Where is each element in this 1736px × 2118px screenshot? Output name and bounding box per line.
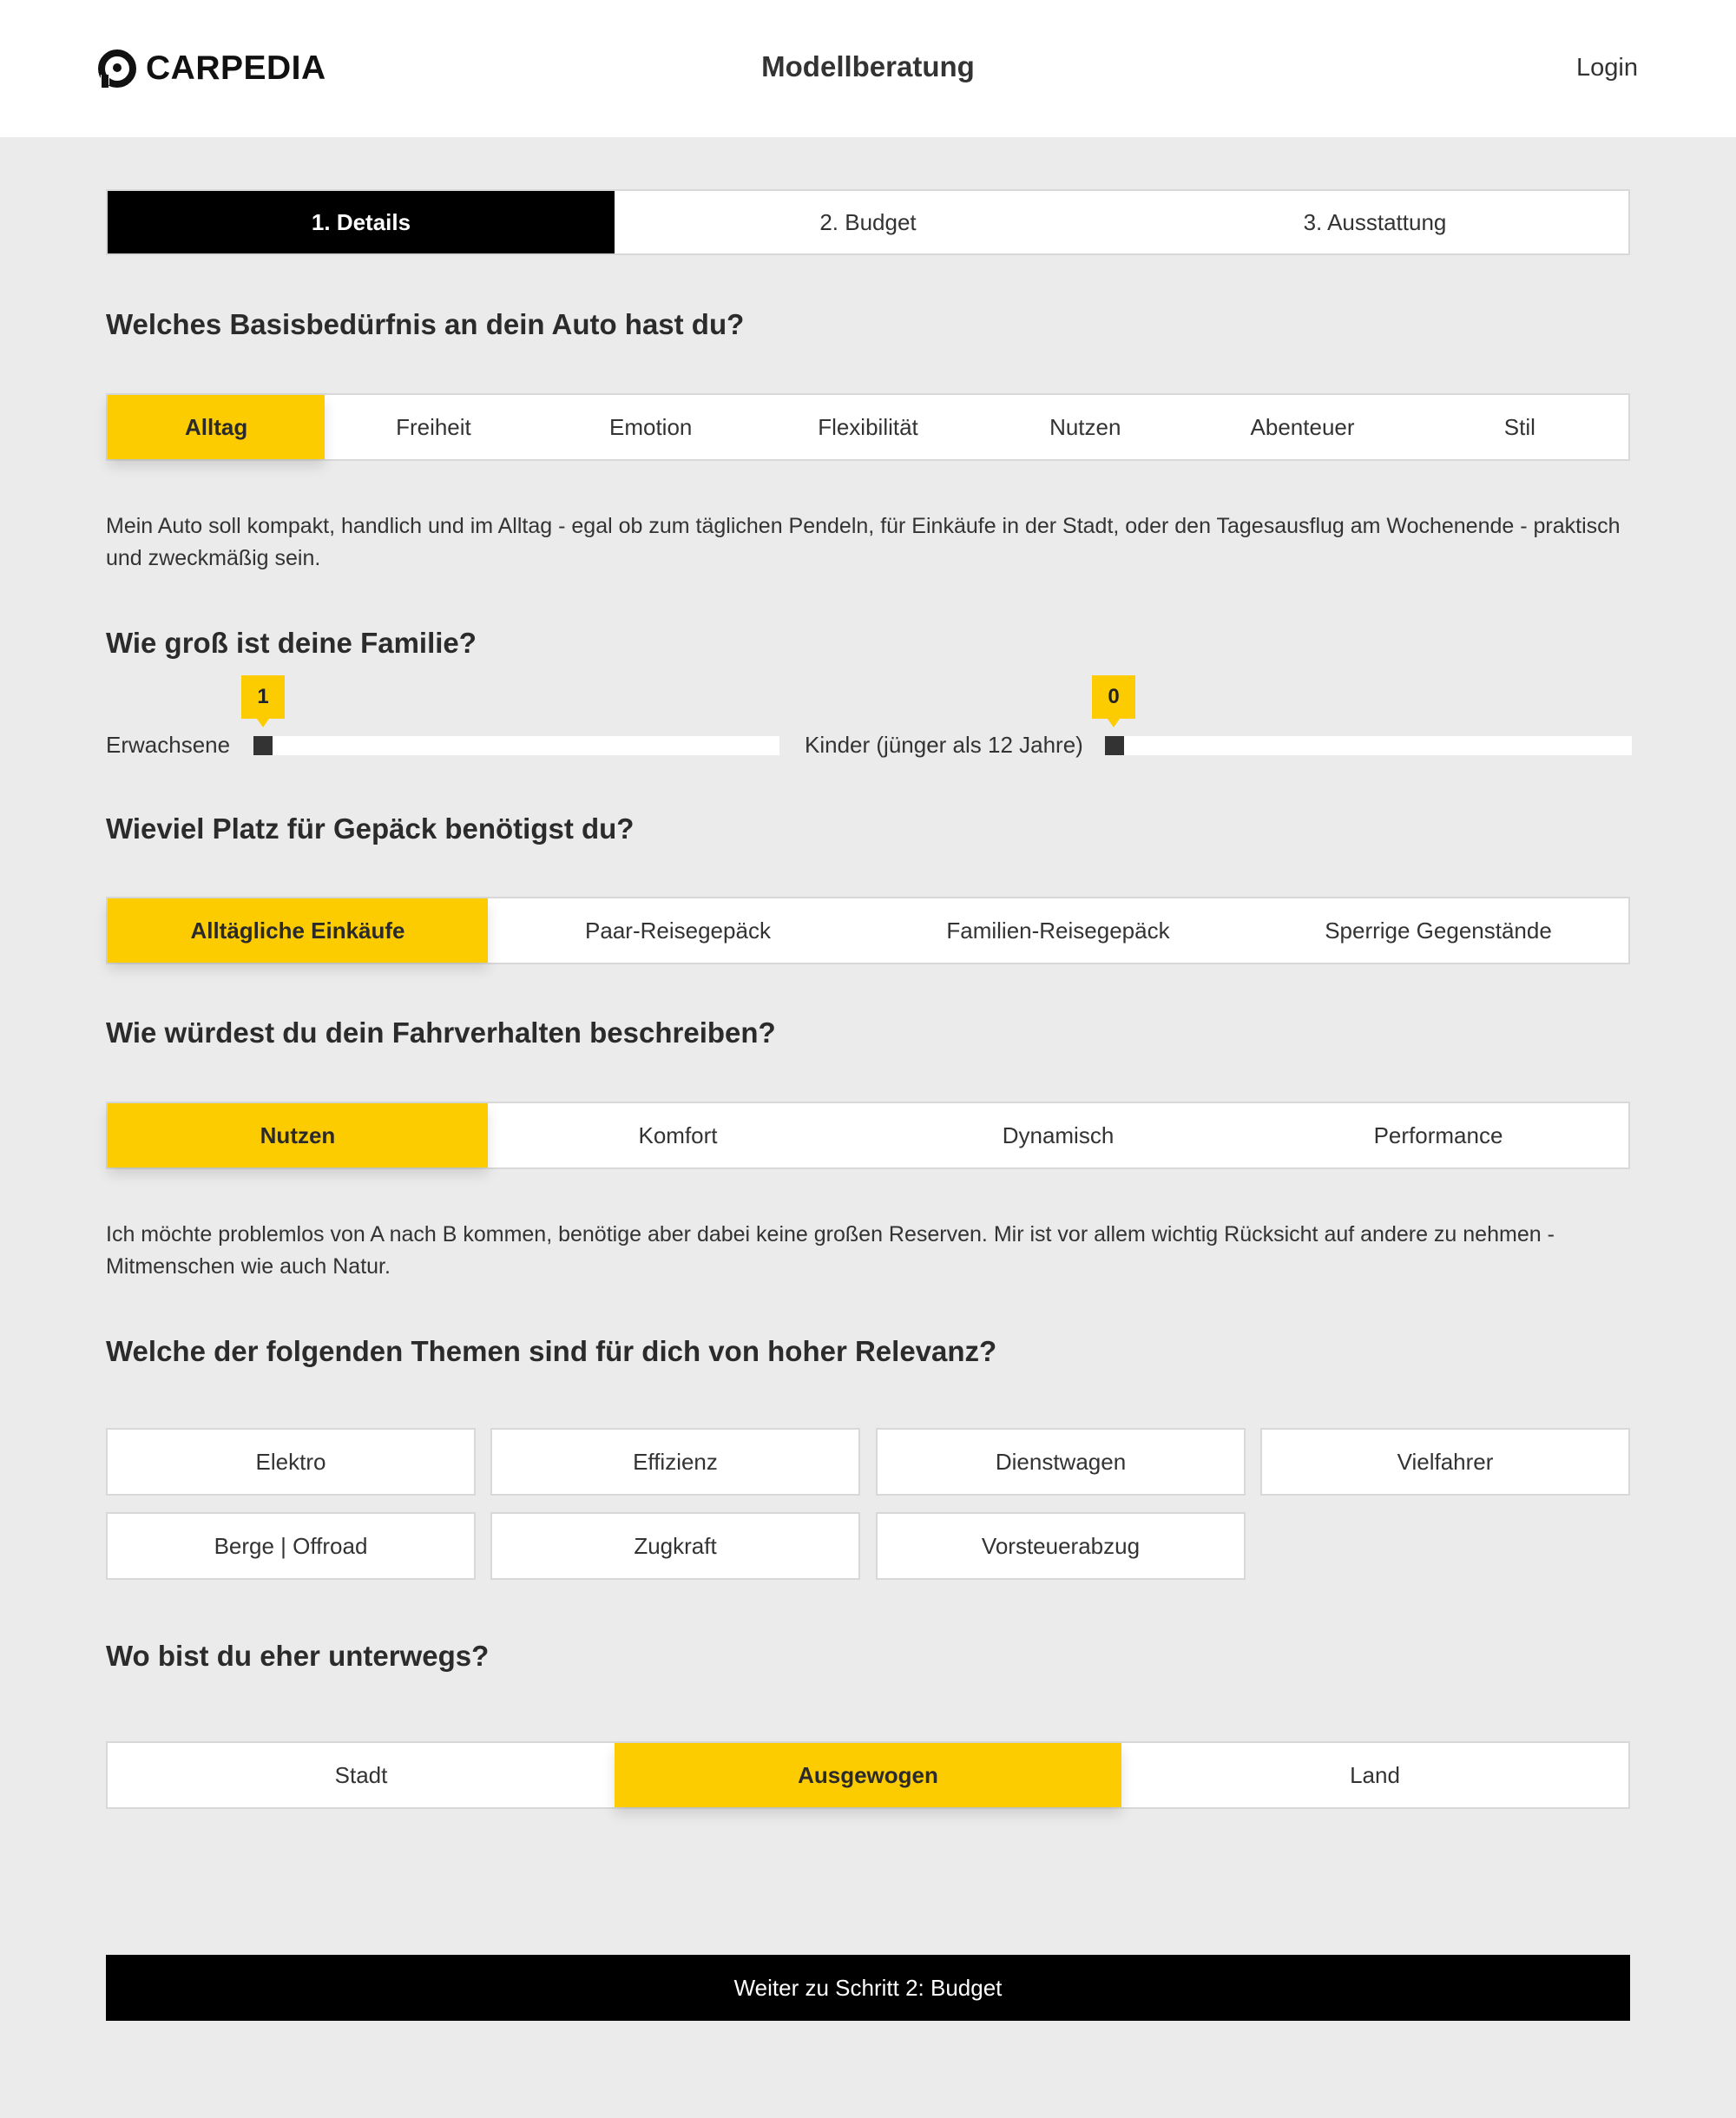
topic-vielfahrer[interactable]: Vielfahrer bbox=[1260, 1428, 1630, 1496]
driving-option-performance[interactable]: Performance bbox=[1373, 1121, 1503, 1148]
children-value-badge: 0 bbox=[1092, 675, 1135, 719]
luggage-segmented-control bbox=[106, 897, 1630, 964]
basis-heading: Welches Basisbedürfnis an dein Auto hast du? bbox=[106, 308, 745, 340]
adults-slider-track[interactable] bbox=[253, 736, 779, 755]
topic-zugkraft[interactable]: Zugkraft bbox=[490, 1512, 860, 1580]
luggage-option-einkaeufe[interactable]: Alltägliche Einkäufe bbox=[108, 898, 488, 963]
area-option-ausgewogen[interactable]: Ausgewogen bbox=[615, 1743, 1121, 1807]
basis-option-nutzen[interactable]: Nutzen bbox=[1049, 413, 1121, 440]
family-heading: Wie groß ist deine Familie? bbox=[106, 627, 477, 659]
driving-option-nutzen[interactable]: Nutzen bbox=[108, 1103, 488, 1168]
area-heading: Wo bist du eher unterwegs? bbox=[106, 1640, 490, 1672]
topic-vorsteuerabzug[interactable]: Vorsteuerabzug bbox=[876, 1512, 1246, 1580]
children-slider-thumb[interactable] bbox=[1105, 736, 1124, 755]
basis-option-stil[interactable]: Stil bbox=[1503, 413, 1535, 440]
children-slider-track[interactable] bbox=[1105, 736, 1632, 755]
topic-berge-offroad[interactable]: Berge | Offroad bbox=[106, 1512, 476, 1580]
adults-value-badge: 1 bbox=[241, 675, 285, 719]
luggage-option-sperrig[interactable]: Sperrige Gegenstände bbox=[1325, 917, 1552, 944]
basis-segmented-control bbox=[106, 393, 1630, 461]
basis-description: Mein Auto soll kompakt, handlich und im Alltag - egal ob zum täglichen Pendeln, für Einkäufe in der Stadt, oder den Tagesausflug am Wochenende - praktisch und zweckmäßig sein. bbox=[106, 514, 1621, 570]
luggage-option-familie[interactable]: Familien-Reisegepäck bbox=[946, 917, 1170, 944]
login-link[interactable]: Login bbox=[1576, 54, 1638, 82]
basis-option-freiheit[interactable]: Freiheit bbox=[396, 413, 471, 440]
luggage-heading: Wieviel Platz für Gepäck benötigst du? bbox=[106, 812, 635, 845]
topic-effizienz[interactable]: Effizienz bbox=[490, 1428, 860, 1496]
topic-dienstwagen[interactable]: Dienstwagen bbox=[876, 1428, 1246, 1496]
topics-heading: Welche der folgenden Themen sind für dich von hoher Relevanz? bbox=[106, 1335, 997, 1367]
basis-option-alltag[interactable]: Alltag bbox=[108, 395, 325, 459]
area-segmented-control bbox=[106, 1741, 1630, 1809]
driving-heading: Wie würdest du dein Fahrverhalten beschreiben? bbox=[106, 1016, 776, 1049]
basis-option-flexibilitaet[interactable]: Flexibilität bbox=[818, 413, 918, 440]
children-label: Kinder (jünger als 12 Jahre) bbox=[805, 732, 1083, 758]
page-title: Modellberatung bbox=[761, 50, 975, 82]
adults-slider-thumb[interactable] bbox=[253, 736, 273, 755]
topic-elektro[interactable]: Elektro bbox=[106, 1428, 476, 1496]
tab-ausstattung[interactable]: 3. Ausstattung bbox=[1303, 208, 1447, 235]
luggage-option-paar[interactable]: Paar-Reisegepäck bbox=[585, 917, 771, 944]
step-tabs bbox=[106, 189, 1630, 255]
top-header bbox=[0, 0, 1736, 137]
next-step-button[interactable]: Weiter zu Schritt 2: Budget bbox=[106, 1955, 1630, 2021]
driving-segmented-control bbox=[106, 1102, 1630, 1169]
tab-budget[interactable]: 2. Budget bbox=[819, 208, 917, 235]
adults-label: Erwachsene bbox=[106, 732, 231, 758]
basis-option-abenteuer[interactable]: Abenteuer bbox=[1250, 413, 1355, 440]
tab-details[interactable]: 1. Details bbox=[108, 191, 615, 253]
area-option-land[interactable]: Land bbox=[1350, 1761, 1400, 1788]
area-option-stadt[interactable]: Stadt bbox=[334, 1761, 388, 1788]
basis-option-emotion[interactable]: Emotion bbox=[609, 413, 693, 440]
driving-option-komfort[interactable]: Komfort bbox=[638, 1121, 718, 1148]
driving-description: Ich möchte problemlos von A nach B kommen, benötige aber dabei keine großen Reserven. Mir ist vor allem wichtig Rücksicht auf andere zu nehmen - Mitmenschen wie auch Natur. bbox=[106, 1222, 1555, 1279]
brand-name: CARPEDIA bbox=[146, 49, 326, 87]
driving-option-dynamisch[interactable]: Dynamisch bbox=[1002, 1121, 1115, 1148]
